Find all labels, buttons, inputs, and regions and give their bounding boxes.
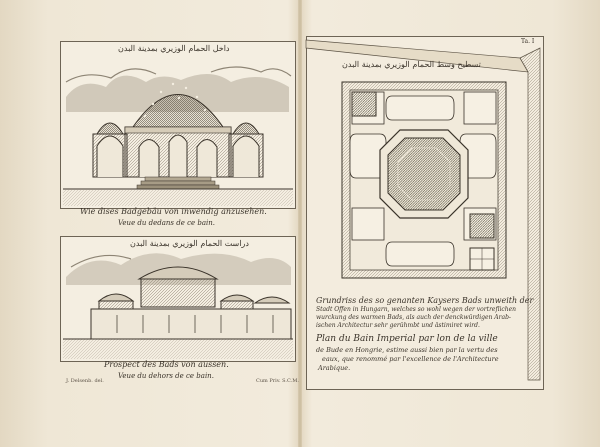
plan-caption-french-1: Plan du Bain Imperial par lon de la ville — [316, 334, 498, 344]
plan-caption-german-1: Grundriss des so genanten Kaysers Bads unweith der — [316, 296, 534, 305]
exterior-caption-german: Prospect des Bads von aussen. — [104, 360, 229, 369]
interior-arabic-heading: داخل الحمام الوزيري بمدينة البدن — [118, 44, 230, 53]
exterior-caption-french: Veue du dehors de ce bain. — [118, 372, 214, 380]
plan-caption-french-3: eaux, que renommé par l'excellence de l'Architecture — [322, 355, 499, 363]
signature-right: Cum Priv. S.C.M. — [256, 378, 299, 384]
plate-number: Ta. I — [521, 38, 535, 45]
exterior-arabic-heading: دراست الحمام الوزيري بمدينة البدن — [130, 239, 249, 248]
plan-arabic-heading: تسطيح وسط الحمام الوزيري بمدينة البدن — [342, 60, 481, 69]
plan-caption-german-4: ischen Architectur sehr gerühmbt und ästimiret wird. — [316, 322, 480, 329]
interior-caption-french: Veue du dedans de ce bain. — [118, 219, 216, 227]
interior-caption-german: Wie dises Badgebäu von inwendig anzusehen. — [80, 207, 267, 216]
plan-caption-french-4: Arabique. — [318, 364, 351, 372]
plan-caption-german-2: Stadt Offen in Hungarn, welches so wohl wegen der vortreflichen — [316, 306, 517, 313]
signature-left: J. Delsenb. del. — [66, 378, 104, 384]
plan-caption-german-3: wurckung des warmen Bads, als auch der denckwürdigen Arab- — [316, 314, 511, 321]
plan-caption-french-2: de Bude en Hongrie, estime aussi bien par la vertu des — [316, 346, 498, 354]
